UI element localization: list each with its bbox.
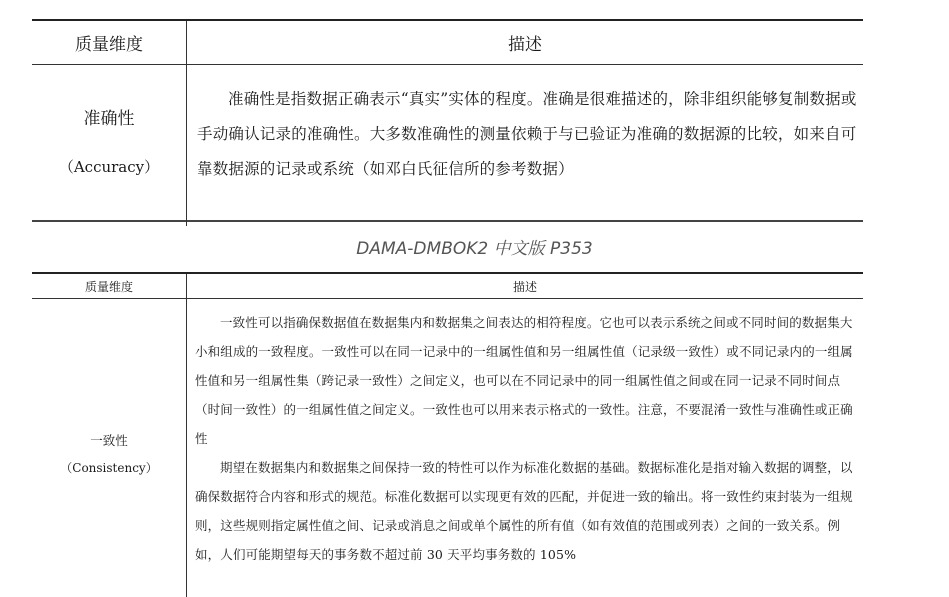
source-caption: DAMA-DMBOK2 中文版 P353 xyxy=(356,239,593,259)
table-header-rule xyxy=(32,64,863,65)
header-description: 描述 xyxy=(512,279,537,294)
header-dimension: 质量维度 xyxy=(75,35,143,55)
dimension-name: 准确性 xyxy=(83,109,135,129)
dimension-name: 一致性 xyxy=(90,433,128,448)
table-bottom-rule xyxy=(32,220,863,222)
dimension-english-name: （Accuracy） xyxy=(58,158,160,176)
dimension-description: 准确性是指数据正确表示“真实”实体的程度。准确是很难描述的，除非组织能够复制数据或手动确认记录的准确性。大多数准确性的测量依赖于与已验证为准确的数据源的比较，如来自可靠数据源的记录或系统（如邓白氏征信所的参考数据） xyxy=(197,90,857,178)
dimension-description xyxy=(195,308,855,569)
description-paragraph: 期望在数据集内和数据集之间保持一致的特性可以作为标准化数据的基础。数据标准化是指对输入数据的调整，以确保数据符合内容和形式的规范。标准化数据可以实现更有效的匹配，并促进一致的输出。将一致性约束封装为一组规则，这些规则指定属性值之间、记录或消息之间或单个属性的所有值（如有效值的范围或列表）之间的一致关系。例如，人们可能期望每天的事务数不超过前 30 天平均事务数的 105% xyxy=(195,460,853,562)
header-description: 描述 xyxy=(508,35,542,55)
description-paragraph: 一致性可以指确保数据值在数据集内和数据集之间表达的相符程度。它也可以表示系统之间或不同时间的数据集大小和组成的一致程度。一致性可以在同一记录中的一组属性值和另一组属性值（记录级一致性）或不同记录内的一组属性值和另一组属性集（跨记录一致性）之间定义，也可以在不同记录中的同一组属性值之间或在同一记录不同时间点（时间一致性）的一组属性值之间定义。一致性也可以用来表示格式的一致性。注意，不要混淆一致性与准确性或正确性 xyxy=(195,315,853,446)
header-dimension: 质量维度 xyxy=(84,279,133,294)
table-header-rule xyxy=(32,298,863,299)
consistency-table xyxy=(32,272,863,597)
accuracy-table xyxy=(32,19,863,222)
column-divider xyxy=(186,274,187,597)
dimension-english-name: （Consistency） xyxy=(60,461,158,475)
